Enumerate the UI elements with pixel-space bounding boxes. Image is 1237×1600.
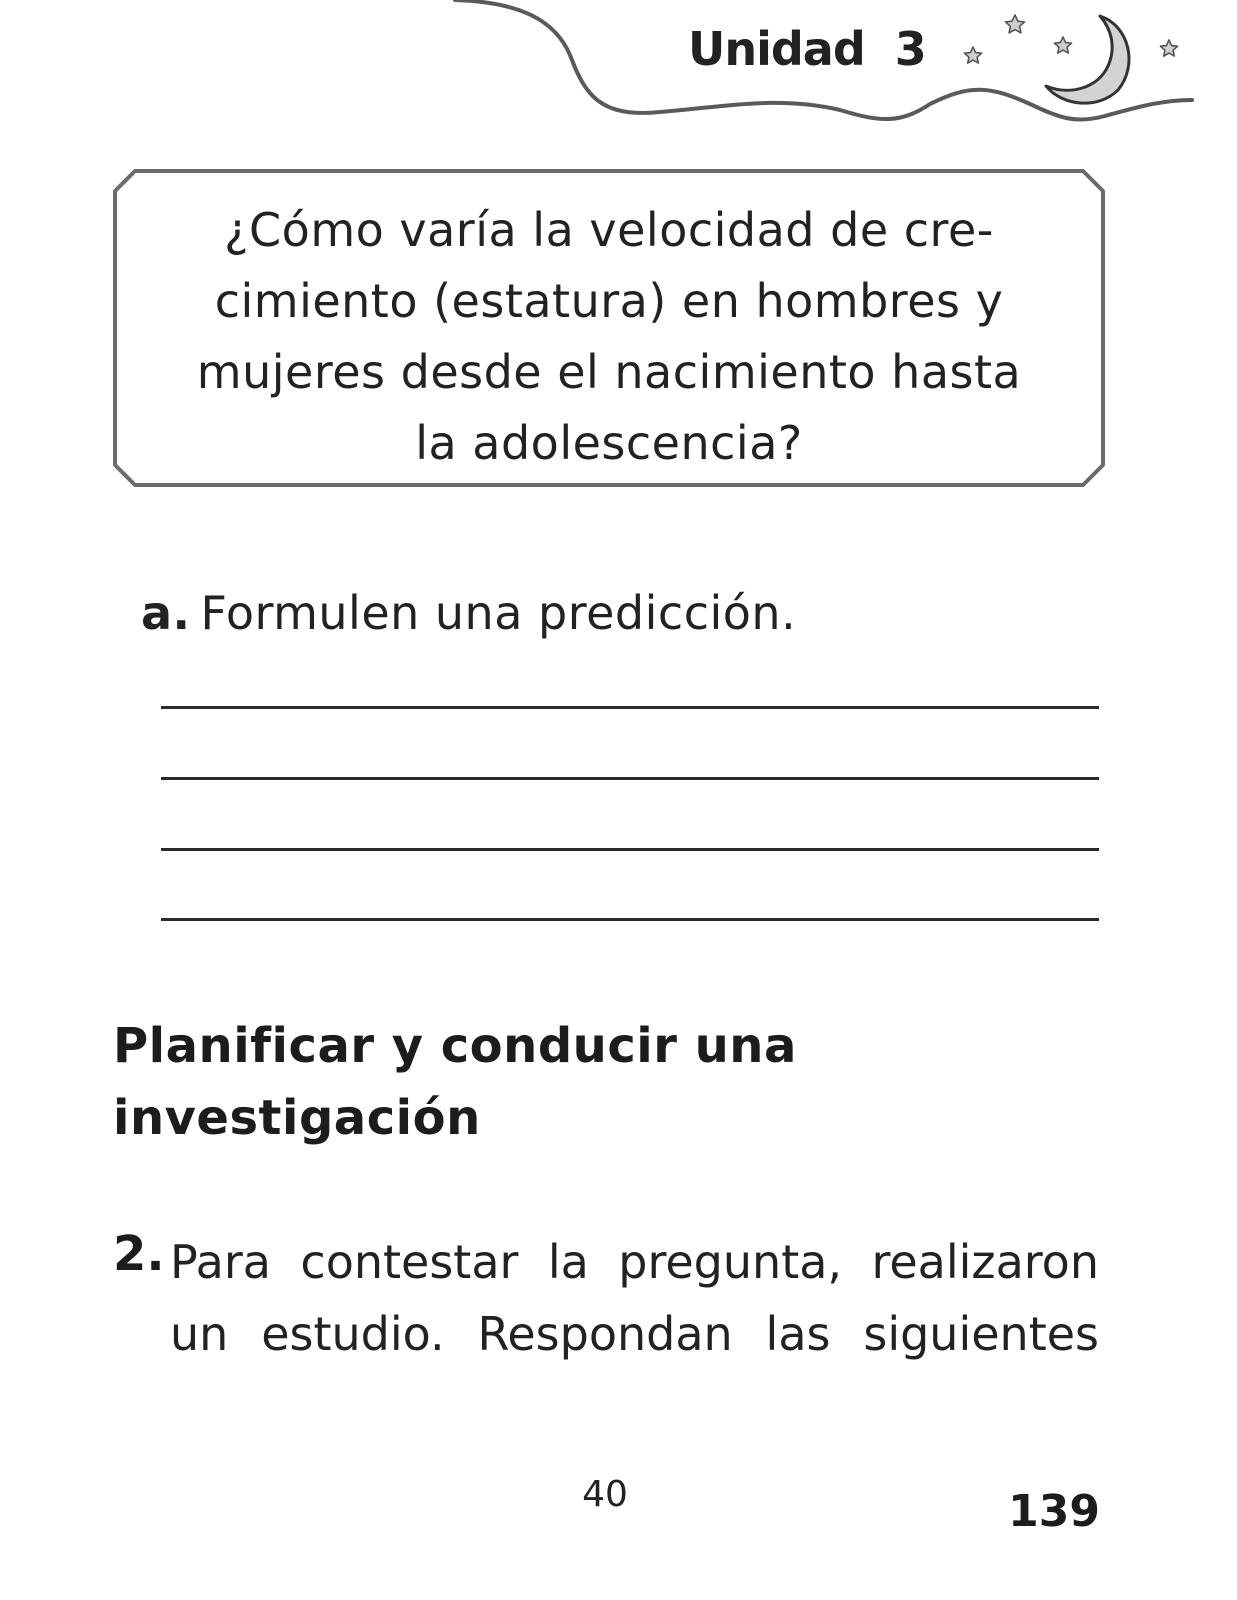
page-number-right: 139 — [1008, 1486, 1100, 1537]
answer-line[interactable] — [161, 706, 1099, 709]
question-box — [113, 169, 1105, 487]
word: la — [547, 1235, 589, 1289]
star-icon — [1160, 40, 1177, 56]
word: estudio. — [261, 1307, 445, 1361]
unit-number: 3 — [894, 22, 926, 76]
word: realizaron — [871, 1235, 1099, 1289]
question-line: mujeres desde el nacimiento hasta — [196, 345, 1022, 399]
word: contestar — [300, 1235, 519, 1289]
answer-line[interactable] — [161, 777, 1099, 780]
crescent-moon-icon — [1046, 16, 1129, 103]
unit-title — [688, 22, 926, 76]
word: pregunta, — [618, 1235, 843, 1289]
section-heading — [113, 1010, 797, 1154]
section-heading-line: investigación — [113, 1090, 481, 1146]
item-2-text — [170, 1226, 1099, 1370]
header-decoration — [0, 0, 1237, 140]
item-2-marker: 2. — [113, 1226, 165, 1282]
word: un — [170, 1307, 229, 1361]
answer-line[interactable] — [161, 848, 1099, 851]
section-heading-line: Planificar y conducir una — [113, 1018, 797, 1074]
item-a-marker: a. — [141, 586, 191, 640]
star-icon — [1054, 37, 1071, 53]
word: siguientes — [863, 1307, 1099, 1361]
answer-line[interactable] — [161, 918, 1099, 921]
unit-label: Unidad — [688, 22, 865, 76]
question-line: la adolescencia? — [415, 416, 803, 470]
word: las — [765, 1307, 831, 1361]
question-line: cimiento (estatura) en hombres y — [214, 274, 1004, 328]
star-icon — [1006, 15, 1025, 33]
word: Para — [170, 1235, 271, 1289]
guiding-question — [113, 195, 1105, 479]
word: Respondan — [477, 1307, 733, 1361]
item-a-text: Formulen una predicción. — [200, 586, 797, 640]
item-2-line — [170, 1298, 1099, 1370]
item-2-line — [170, 1226, 1099, 1298]
page-number-center: 40 — [582, 1474, 628, 1515]
question-line: ¿Cómo varía la velocidad de cre- — [224, 203, 994, 257]
item-a — [141, 586, 796, 640]
star-icon — [964, 47, 981, 63]
